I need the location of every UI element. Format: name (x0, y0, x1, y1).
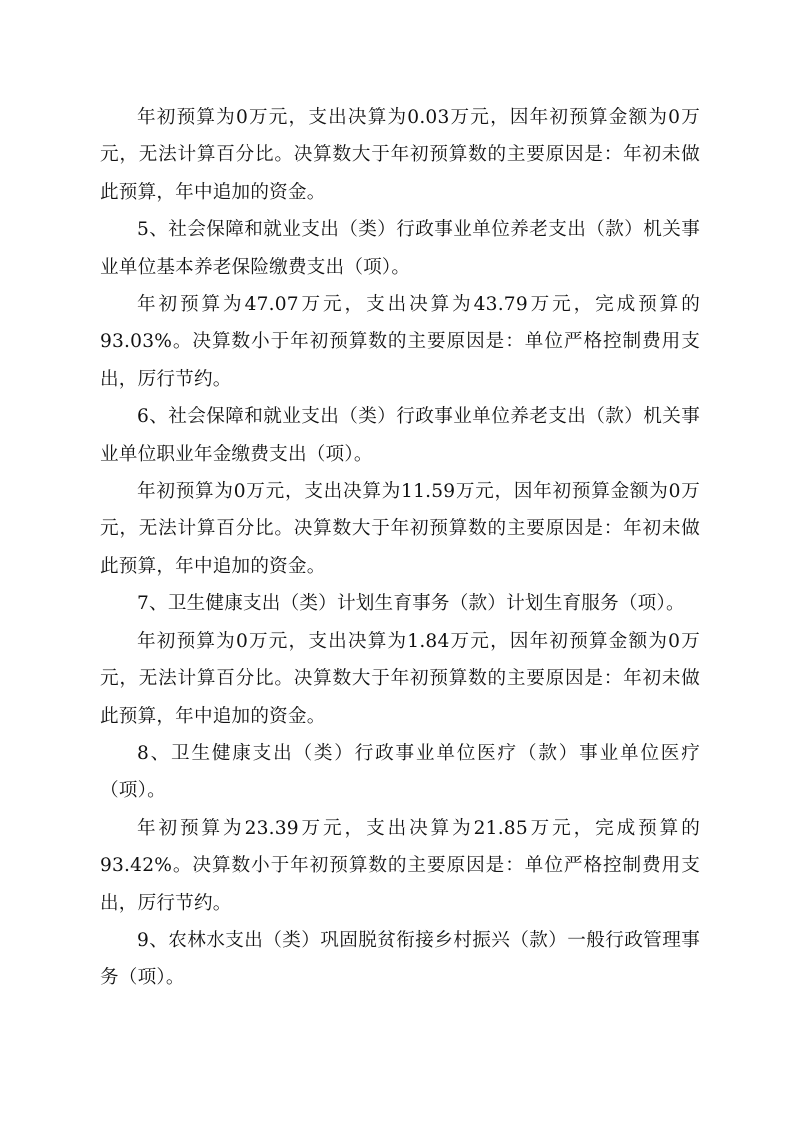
paragraph-budget-note-5: 年初预算为23.39万元，支出决算为21.85万元，完成预算的93.42%。决算数小于年初预算数的主要原因是：单位严格控制费用支出，厉行节约。 (100, 817, 700, 914)
paragraph-item-5-heading: 5、社会保障和就业支出（类）行政事业单位养老支出（款）机关事业单位基本养老保险缴费支出（项）。 (100, 219, 700, 278)
paragraph-item-7-heading: 7、卫生健康支出（类）计划生育事务（款）计划生育服务（项）。 (137, 593, 685, 615)
paragraph-budget-note-2: 年初预算为47.07万元，支出决算为43.79万元，完成预算的93.03%。决算数小于年初预算数的主要原因是：单位严格控制费用支出，厉行节约。 (100, 294, 700, 390)
paragraph-item-8-heading: 8、卫生健康支出（类）行政事业单位医疗（款）事业单位医疗（项）。 (100, 742, 700, 802)
document-body (100, 99, 700, 997)
paragraph-item-9-heading: 9、农林水支出（类）巩固脱贫衔接乡村振兴（款）一般行政管理事务（项）。 (100, 929, 700, 989)
paragraph-budget-note-4: 年初预算为0万元，支出决算为1.84万元，因年初预算金额为0万元，无法计算百分比。决算数大于年初预算数的主要原因是：年初未做此预算，年中追加的资金。 (100, 630, 700, 727)
paragraph-budget-note-3: 年初预算为0万元，支出决算为11.59万元，因年初预算金额为0万元，无法计算百分比。决算数大于年初预算数的主要原因是：年初未做此预算，年中追加的资金。 (100, 481, 700, 577)
paragraph-budget-note-1: 年初预算为0万元，支出决算为0.03万元，因年初预算金额为0万元，无法计算百分比。决算数大于年初预算数的主要原因是：年初未做此预算，年中追加的资金。 (100, 107, 700, 203)
paragraph-item-6-heading: 6、社会保障和就业支出（类）行政事业单位养老支出（款）机关事业单位职业年金缴费支出（项）。 (100, 406, 700, 465)
